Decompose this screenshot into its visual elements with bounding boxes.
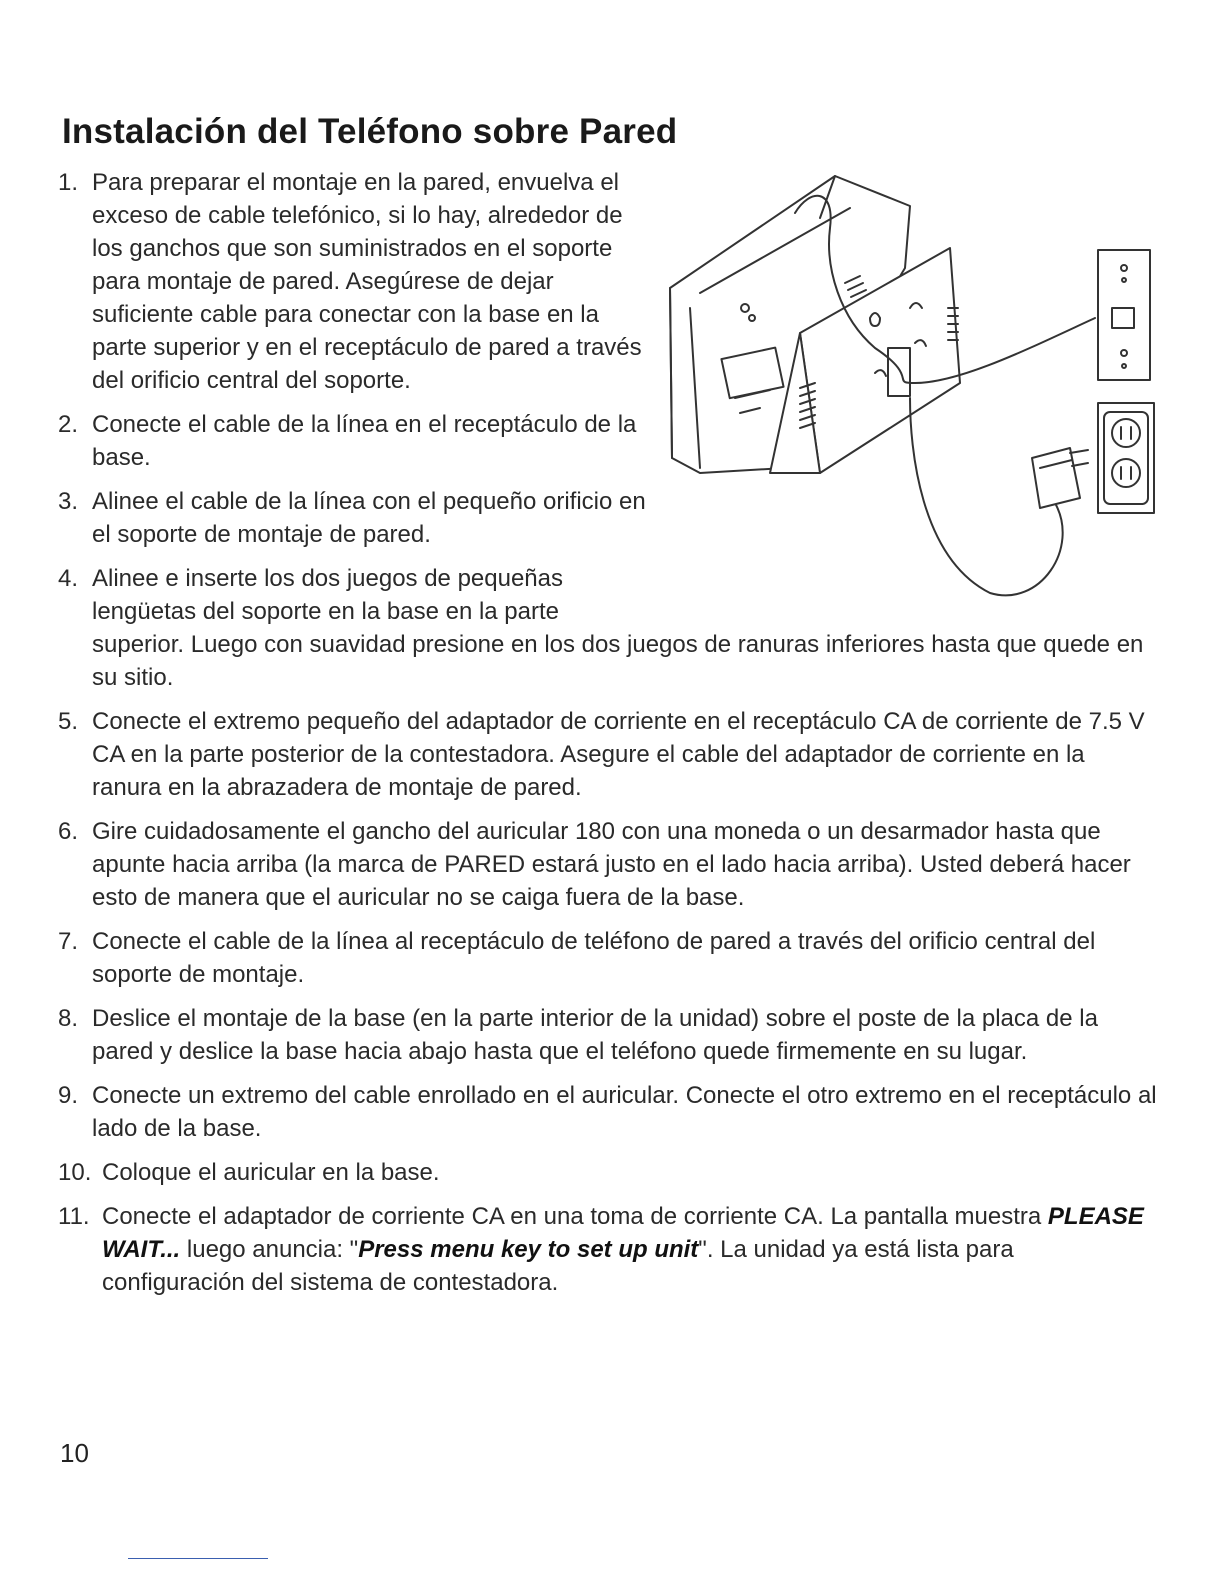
- step-2: [58, 408, 657, 474]
- step-text: Alinee el cable de la línea con el pequeño orificio en el soporte de montaje de pared.: [92, 488, 646, 548]
- step-7: [58, 925, 1158, 991]
- wall-phone-jack: [1098, 250, 1150, 380]
- step-text: Conecte el extremo pequeño del adaptador de corriente en el receptáculo CA de corriente de 7.5 V CA en la parte posterior de la contestadora. Asegure el cable del adaptador de corriente en la ranura en la abrazadera de montaje de pared.: [92, 708, 1145, 801]
- step-6: [58, 815, 1158, 914]
- step-text: Deslice el montaje de la base (en la parte interior de la unidad) sobre el poste de la placa de la pared y deslice la base hacia abajo hasta que el teléfono quede firmemente en su lugar.: [92, 1005, 1098, 1065]
- step-text: Coloque el auricular en la base.: [102, 1159, 440, 1186]
- step-number: 6.: [58, 818, 79, 845]
- step-text: Conecte el cable de la línea en el receptáculo de la base.: [92, 411, 637, 471]
- step-number: 8.: [58, 1005, 79, 1032]
- step-10: [58, 1156, 1158, 1189]
- step-5: [58, 705, 1158, 804]
- step-number: 9.: [58, 1082, 79, 1109]
- step-text: Gire cuidadosamente el gancho del auricular 180 con una moneda o un desarmador hasta que apunte hacia arriba (la marca de PARED estará justo en el lado hacia arriba). Usted deberá hacer esto de manera que el auricular no se caiga fuera de la base.: [92, 818, 1131, 911]
- page-title: Instalación del Teléfono sobre Pared: [62, 112, 678, 151]
- step-text-part-b: superior. Luego con suavidad presione en los dos juegos de ranuras inferiores hasta que quede en su sitio.: [92, 631, 1144, 691]
- step-8: [58, 1002, 1158, 1068]
- step-number: 2.: [58, 411, 79, 438]
- step-text: luego anuncia: ": [180, 1236, 359, 1263]
- step-3: [58, 485, 657, 551]
- step-number: 5.: [58, 708, 79, 735]
- step-number: 4.: [58, 565, 79, 592]
- step-text: Para preparar el montaje en la pared, envuelva el exceso de cable telefónico, si lo hay, alrededor de los ganchos que son suministrados en el soporte para montaje de pared. Asegúrese de dejar suficiente cable para conectar con la base en la parte superior y en el receptáculo de pared a través del orificio central del soporte.: [92, 169, 642, 394]
- page-number: 10: [60, 1438, 89, 1468]
- step-1: [58, 166, 657, 397]
- step-number: 11.: [58, 1203, 90, 1230]
- step-text-part-a: Alinee e inserte los dos juegos de pequeñas lengüetas del soporte en la base en la parte: [92, 565, 563, 625]
- step-11: [58, 1200, 1158, 1299]
- step-text: Conecte el cable de la línea al receptáculo de teléfono de pared a través del orificio central del soporte de montaje.: [92, 928, 1096, 988]
- step-text: Conecte el adaptador de corriente CA en una toma de corriente CA. La pantalla muestra: [102, 1203, 1048, 1230]
- step-number: 7.: [58, 928, 79, 955]
- display-message-please-wait: PLEASE WAIT...: [102, 1203, 1144, 1263]
- step-text: ". La unidad ya está lista para configuración del sistema de contestadora.: [102, 1236, 1014, 1296]
- step-number: 10.: [58, 1159, 92, 1186]
- display-message-press-menu: Press menu key to set up unit: [358, 1236, 699, 1263]
- footer-divider: [128, 1558, 268, 1559]
- electrical-outlet: [1098, 403, 1154, 513]
- power-adapter: [1032, 448, 1088, 508]
- wall-mount-illustration: [660, 168, 1160, 608]
- step-9: [58, 1079, 1158, 1145]
- step-text: Conecte un extremo del cable enrollado en el auricular. Conecte el otro extremo en el receptáculo al lado de la base.: [92, 1082, 1157, 1142]
- step-number: 3.: [58, 488, 79, 515]
- step-number: 1.: [58, 169, 79, 196]
